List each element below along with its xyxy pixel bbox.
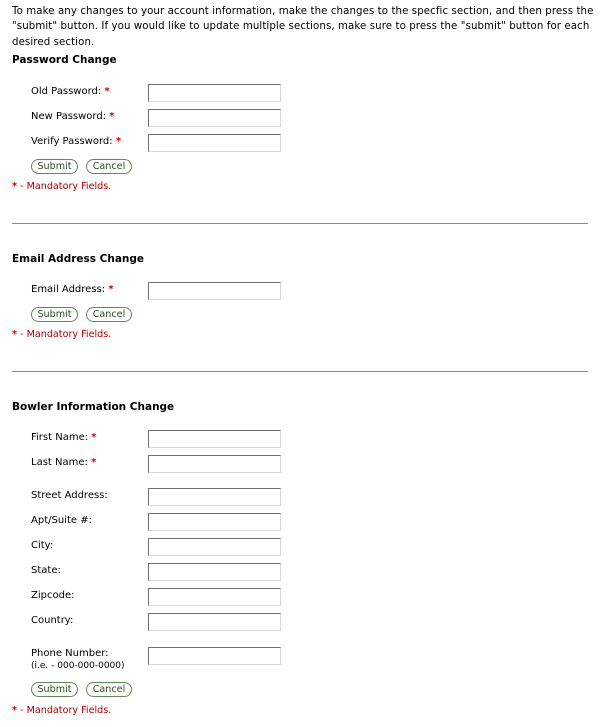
new-password-input[interactable]: [148, 109, 281, 127]
zipcode-input[interactable]: [148, 588, 281, 606]
first-name-input[interactable]: [148, 430, 281, 448]
apt-suite-label: Apt/Suite #:: [31, 515, 92, 526]
required-marker: *: [115, 136, 122, 147]
old-password-input[interactable]: [148, 84, 281, 102]
street-address-label: Street Address:: [31, 490, 108, 501]
required-marker: *: [12, 181, 18, 192]
bowler-mandatory-note: [12, 705, 111, 716]
section-divider: [12, 371, 588, 372]
old-password-label: [31, 86, 110, 98]
password-cancel-button[interactable]: Cancel: [86, 159, 132, 174]
verify-password-input[interactable]: [148, 134, 281, 152]
section-divider: [12, 223, 588, 224]
password-section-title: Password Change: [12, 54, 117, 66]
country-input[interactable]: [148, 613, 281, 631]
email-mandatory-note: [12, 329, 111, 340]
new-password-label-text: New Password:: [31, 111, 107, 122]
verify-password-label-text: Verify Password:: [31, 136, 113, 147]
required-marker: *: [104, 86, 110, 97]
email-label-text: Email Address:: [31, 284, 106, 295]
phone-number-input[interactable]: [148, 647, 281, 665]
required-marker: *: [12, 705, 18, 716]
city-input[interactable]: [148, 538, 281, 556]
password-submit-button[interactable]: Submit: [31, 159, 78, 174]
last-name-label-text: Last Name:: [31, 457, 88, 468]
mandatory-note-text: - Mandatory Fields.: [20, 705, 112, 716]
last-name-label: [31, 457, 96, 469]
mandatory-note-text: - Mandatory Fields.: [20, 181, 112, 192]
required-marker: *: [91, 457, 97, 468]
password-mandatory-note: [12, 181, 111, 192]
required-marker: *: [12, 329, 18, 340]
required-marker: *: [108, 284, 114, 295]
verify-password-label: [31, 136, 121, 148]
new-password-label: [31, 111, 115, 123]
zipcode-label: Zipcode:: [31, 590, 75, 601]
bowler-submit-button[interactable]: Submit: [31, 682, 78, 697]
last-name-input[interactable]: [148, 455, 281, 473]
email-section-title: Email Address Change: [12, 253, 145, 265]
bowler-cancel-button[interactable]: Cancel: [86, 682, 132, 697]
city-label: City:: [31, 540, 54, 551]
phone-number-hint: (i.e. - 000-000-0000): [31, 661, 125, 671]
email-submit-button[interactable]: Submit: [31, 307, 78, 322]
email-label: [31, 284, 114, 296]
email-input[interactable]: [148, 282, 281, 300]
street-address-input[interactable]: [148, 488, 281, 506]
first-name-label-text: First Name:: [31, 432, 89, 443]
state-input[interactable]: [148, 563, 281, 581]
required-marker: *: [91, 432, 97, 443]
first-name-label: [31, 432, 97, 444]
phone-number-label: Phone Number:: [31, 648, 109, 659]
state-label: State:: [31, 565, 61, 576]
required-marker: *: [109, 111, 115, 122]
intro-text: To make any changes to your account information, make the changes to the specfic section, and then press the "submit" button. If you would like to update multiple sections, make sure to press the "submit" button for each desired section.: [12, 6, 594, 48]
country-label: Country:: [31, 615, 74, 626]
apt-suite-input[interactable]: [148, 513, 281, 531]
old-password-label-text: Old Password:: [31, 86, 102, 97]
bowler-section-title: Bowler Information Change: [12, 401, 175, 413]
email-cancel-button[interactable]: Cancel: [86, 307, 132, 322]
mandatory-note-text: - Mandatory Fields.: [20, 329, 112, 340]
